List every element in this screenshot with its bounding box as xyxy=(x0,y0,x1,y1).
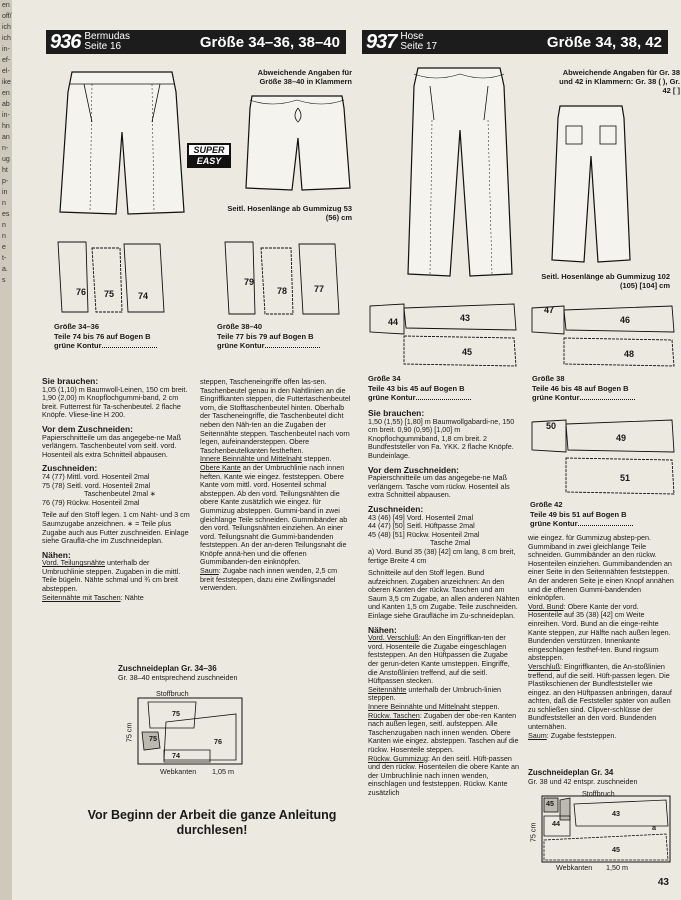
margin-fragment: ht xyxy=(2,167,8,174)
plan-piece: a xyxy=(652,823,656,832)
caption-parts: Teile 46 bis 48 auf Bogen B xyxy=(532,383,629,393)
margin-fragment: hn xyxy=(2,123,10,130)
plan-width: 1,50 m xyxy=(606,863,628,872)
pattern-pieces-34 xyxy=(364,298,524,370)
plan-piece: 43 xyxy=(612,809,620,818)
margin-fragment: p- xyxy=(2,178,9,185)
margin-fragment: s xyxy=(2,277,6,284)
sew-subheading: Saum xyxy=(528,730,547,740)
cut-text: Teile auf den Stoff legen. 1 cm Naht- und 3 cm Saumzugabe anzeichnen. ∗ = Teile plus Zugabe auch aus Futter zuschneiden. Einlage siehe Grauflä-che im Zuschneideplan. xyxy=(42,510,190,546)
caption-contour: grüne Kontur xyxy=(217,341,265,350)
piece-number: 78 xyxy=(277,286,288,296)
margin-fragment: in- xyxy=(2,112,10,119)
section-heading: Zuschneiden: xyxy=(42,463,98,474)
margin-fragment: t- xyxy=(2,255,7,262)
model-number: 936 xyxy=(50,30,81,53)
sew-text: : Zugabe feststeppen. xyxy=(546,730,617,740)
caption-contour: grüne Kontur xyxy=(54,341,102,350)
piece-number: 50 xyxy=(546,421,557,431)
sew-text: an der Umbruchlinie nach innen heften. Kante wie eingez. feststeppen. Obere Kante vom mittl. vord. Hosenteil schmal absteppen. Ab den vord. Teilungsnähten die obere Kante zusätzlich wie eingez. für Gummizug absteppen. Gummi-band in zwei gleichlange Teile schneiden. Gummibänder ab den vord. Teilungsnähten einziehen. An einer vord. Teilungsnaht die Gummi-bandenden feststeppen. An der an-deren Teilungsnaht die Knöpfe annä-hen und die offenen Gummibanden-den einknöpfen. xyxy=(200,462,348,567)
sew-subheading: Innere Beinnähte und Mittelnaht xyxy=(368,702,470,711)
piece-number: 48 xyxy=(624,349,635,359)
before-cut-text: Papierschnitteile um das angegebe-ne Maß verlängern. Tasche vom rückw. Hosenteil als extra Schnitteil abpausen. xyxy=(368,473,510,500)
margin-fragment: en xyxy=(2,90,10,97)
caption-34-36 xyxy=(54,322,157,351)
header-936 xyxy=(46,30,346,54)
piece-number: 43 xyxy=(460,313,471,323)
trousers-front-illustration xyxy=(400,60,520,282)
instructions-936-col1 xyxy=(42,372,192,602)
cutting-plan-subtitle: Gr. 38–40 entsprechend zuschneiden xyxy=(118,673,238,682)
margin-fragment: ef- xyxy=(2,57,11,64)
before-cut-text: Papierschnitteile um das angegebe-ne Maß verlängern. Taschenbeutel vom seitl. vord. Hosenteil als extra Schnitteil abpausen. xyxy=(42,432,182,459)
plan-width: 1,05 m xyxy=(212,767,234,776)
plan-piece: 75 xyxy=(149,734,157,743)
margin-fragment: n xyxy=(2,233,6,240)
section-heading: Nähen: xyxy=(42,549,71,560)
materials-text: 1,05 (1,10) m Baumwoll-Leinen, 150 cm breit. 1,90 (2,00) m Knopflochgummi-band, 2 cm breit. Futterrest für Ta-schenbeutel. 2 flache Knöpfe. Vliese-line H 200. xyxy=(42,384,188,420)
margin-fragment: ike xyxy=(2,79,11,86)
caption-parts: Teile 49 bis 51 auf Bogen B xyxy=(530,509,627,519)
contour-line xyxy=(580,396,635,400)
margin-fragment: a. xyxy=(2,266,8,273)
cutting-plan-subtitle: Gr. 38 und 42 entspr. zuschneiden xyxy=(528,777,638,786)
margin-fragment: en xyxy=(2,2,10,9)
bermudas-front-illustration xyxy=(52,62,192,222)
piece-number: 47 xyxy=(544,305,555,315)
margin-fragment: n xyxy=(2,200,6,207)
badge-line-1: SUPER xyxy=(189,145,229,155)
sew-subheading: Vord. Teilungsnähte xyxy=(42,558,106,568)
sew-text: : Zugabe nach innen wenden, 2,5 cm breit feststeppen, dazu eine Zwillingsnadel verwenden. xyxy=(200,566,338,593)
contour-line xyxy=(102,344,157,348)
margin-fragment: ich xyxy=(2,24,11,31)
deviation-note: Abweichende Angaben für Größe 38–40 in Klammern xyxy=(257,68,352,86)
caption-size: Größe 38 xyxy=(532,374,565,383)
model-page: Seite 17 xyxy=(400,41,438,52)
caption-size: Größe 42 xyxy=(530,500,563,509)
margin-fragment: in- xyxy=(2,46,10,53)
cut-text: Schnitteile auf den Stoff legen. Bund aufzeichnen. Zugaben anzeichnen: An den oberen Kanten der rückw. Taschen und am Saum 3,5 cm Zugabe, an allen anderen Nähten und Kanten 1,5 cm Zugabe. Teile zuschneiden. Einlage siehe Graufläche im Zu-schneideplan. xyxy=(368,568,520,621)
piece-number: 77 xyxy=(314,284,325,294)
piece-number: 51 xyxy=(620,473,631,483)
cut-line: 44 (47) [50] Seitl. Hüftpasse 2mal xyxy=(368,521,475,531)
piece-number: 74 xyxy=(138,291,149,301)
page-number: 43 xyxy=(657,877,669,888)
cut-line: Taschenbeutel 2mal ∗ xyxy=(84,489,156,499)
margin-fragment: e xyxy=(2,244,6,251)
sew-text: wie eingez. für Gummizug abstep-pen. Gummiband in zwei gleichlange Teile schneiden. Gummibänder an den rückw. Hosenteilen einziehen. Gummibandenden an einer Seite in den Seitennähten feststeppen. An der anderen Seite je einen Knopf annähen und die offenen Gummi-bandenden einknöpfen. xyxy=(528,533,674,603)
caption-size: Größe 38–40 xyxy=(217,322,263,331)
sew-text: unterhalb der Umbruchlinie steppen. Zugaben in die mittl. Teile bügeln. Nähte schmal und ¾ cm breit absteppen. xyxy=(42,558,181,594)
caption-parts: Teile 74 bis 76 auf Bogen B xyxy=(54,331,151,341)
cut-line: 45 (48) [51] Rückw. Hosenteil 2mal xyxy=(368,529,480,539)
model-name: Bermudas xyxy=(84,31,130,42)
caption-parts: Teile 77 bis 79 auf Bogen B xyxy=(217,331,314,341)
pattern-pieces-34-36 xyxy=(52,238,172,318)
model-number: 937 xyxy=(366,30,397,53)
side-length-note: Seitl. Hosenlänge ab Gummizug 53 (56) cm xyxy=(227,204,352,222)
fold-label: Stoffbruch xyxy=(156,689,189,698)
sew-text: : Nähte xyxy=(120,592,144,602)
margin-fragment: ab xyxy=(2,101,10,108)
bermudas-back-illustration xyxy=(242,88,352,198)
sew-text: unterhalb der Umbruch-linien steppen. xyxy=(368,684,502,703)
plan-piece: 75 xyxy=(172,709,180,718)
cut-line: 75 (78) Seitl. vord. Hosenteil 2mal xyxy=(42,480,151,490)
caption-contour: grüne Kontur xyxy=(368,393,416,402)
margin-fragment: ug xyxy=(2,156,10,163)
sew-subheading: Vord. Verschluß xyxy=(368,633,419,643)
sew-text: steppen. xyxy=(301,454,332,464)
margin-fragment: ich xyxy=(2,35,11,42)
piece-number: 46 xyxy=(620,315,631,325)
section-heading: Zuschneiden: xyxy=(368,503,424,514)
sew-subheading: Innere Beinnähte und Mittelnaht xyxy=(200,454,302,464)
section-heading: Vor dem Zuschneiden: xyxy=(368,464,459,475)
piece-number: 79 xyxy=(244,277,255,287)
sew-text: : Obere Kante der vord. Hosenteile auf 35 (38) [42] cm Weite einreihen. Vord. Bund an die einge-reihte Kante steppen, zur Hälfte nach außen legen. Bundenden verstürzen. Innenkante eingeschlagen festhef-ten. Bund ringsum absteppen. xyxy=(528,601,671,663)
sew-text: : Eingriffkanten, die An-stoßlinien treffend, auf die seitl. Hüft-passen legen. Die Plastikschienen der Bundfeststeller wie eingez. an den Hüftpassen anbringen, darauf achten, daß die Feststeller später von außen zu schließen sind. Clipver-schlüsse der Bundfeststeller an den vord. Bundenden unternähen. xyxy=(528,661,672,732)
side-length-note: Seitl. Hosenlänge ab Gummizug 102 (105) [104] cm xyxy=(541,272,670,290)
instructions-937-col1 xyxy=(368,404,520,798)
piece-number: 44 xyxy=(388,317,399,327)
cut-line: 74 (77) Mittl. vord. Hosenteil 2mal xyxy=(42,471,150,481)
materials-text: 1,50 (1,55) [1,80] m Baumwollgabardi-ne, 150 cm breit. 0,90 (0,95) [1,00] m Knopflochgummiband, 1,8 cm breit. 2 Bundfeststeller von Fa. YKK. 2 flache Knöpfe. Bundeinlage. xyxy=(368,416,515,460)
margin-fragment: es xyxy=(2,211,10,218)
contour-line xyxy=(416,396,471,400)
instructions-936-col2 xyxy=(200,378,352,593)
margin-fragment: in xyxy=(2,189,8,196)
plan-piece: 44 xyxy=(552,819,560,828)
margin-fragment: n xyxy=(2,222,6,229)
sew-subheading: Verschluß xyxy=(528,661,560,671)
plan-piece: 45 xyxy=(612,845,620,854)
contour-line xyxy=(265,344,320,348)
margin-fragment: an xyxy=(2,134,10,141)
super-easy-badge xyxy=(187,143,231,168)
caption-size: Größe 34 xyxy=(368,374,401,383)
caption-parts: Teile 43 bis 45 auf Bogen B xyxy=(368,383,465,393)
badge-line-2: EASY xyxy=(189,156,229,166)
caption-42 xyxy=(530,500,633,529)
selvage-label: Webkanten xyxy=(160,767,197,776)
footer-note: Vor Beginn der Arbeit die ganze Anleitung durchlesen! xyxy=(87,808,337,837)
deviation-note: Abweichende Angaben für Gr. 38 und 42 in Klammern: Gr. 38 ( ), Gr. 42 [ ] xyxy=(559,68,680,95)
fold-label: Stoffbruch xyxy=(582,789,615,798)
piece-number: 49 xyxy=(616,433,627,443)
sew-text: : An den seitl. Hüft-passen und den rückw. Hosenteilen die obere Kante an der Umbruchlinie nach innen wenden, einschlagen und feststeppen. Rückw. Kante zusätzlich xyxy=(368,753,520,797)
plan-piece: 45 xyxy=(546,799,554,808)
model-name: Hose xyxy=(400,31,424,42)
magazine-page xyxy=(12,0,681,900)
sew-subheading: Rückw. Gummizug xyxy=(368,753,428,763)
sew-subheading: Vord. Bund xyxy=(528,601,564,611)
margin-fragment: el- xyxy=(2,68,10,75)
plan-height: 75 cm xyxy=(124,722,134,743)
cutting-plan-title: Zuschneideplan Gr. 34–36 xyxy=(118,664,217,673)
pattern-pieces-38-40 xyxy=(217,238,347,318)
margin-fragment: off/ xyxy=(2,13,12,20)
plan-piece: 74 xyxy=(172,751,180,760)
sew-text: steppen. xyxy=(469,702,500,711)
selvage-label: Webkanten xyxy=(556,863,593,872)
contour-line xyxy=(578,522,633,526)
section-heading: Nähen: xyxy=(368,624,397,635)
cutting-plan-936 xyxy=(124,688,254,778)
model-name-block xyxy=(400,32,437,52)
sew-subheading: Saum xyxy=(200,566,219,576)
piece-number: 45 xyxy=(462,347,473,357)
instructions-937-col2 xyxy=(528,534,674,740)
model-size: Größe 34, 38, 42 xyxy=(546,33,662,51)
plan-piece: 76 xyxy=(214,737,222,746)
piece-number: 75 xyxy=(104,289,115,299)
section-heading: Vor dem Zuschneiden: xyxy=(42,423,133,434)
header-937 xyxy=(362,30,668,54)
sew-text: steppen, Tascheneingriffe offen las-sen. Taschenbeutel genau in den Nahtlinien an die Eingriffkanten steppen, die Futtertaschenbeutel vorn, die Stofftaschenbeutel hinten. Oberhalb der Tascheneingriffe, die Taschenbeutel dicht neben den Näh-ten an die Zugaben der Seitennähte steppen. Taschenbeutel nach vorn legen, aufeinandersteppen. Obere Taschenbeutelkanten festheften. xyxy=(200,377,351,455)
sew-text: : Zugaben der obe-ren Kanten nach außen legen, seitl. aufsteppen. Alle Taschenzugaben nach innen wenden. Obere Kanten wie eingez. absteppen. Taschen auf die rückw. Hosenteile steppen. xyxy=(368,710,519,754)
piece-number: 76 xyxy=(76,287,87,297)
model-size: Größe 34–36, 38–40 xyxy=(199,33,340,51)
cut-line: a) Vord. Bund 35 (38) [42] cm lang, 8 cm breit, fertige Breite 4 cm xyxy=(368,546,516,565)
caption-contour: grüne Kontur xyxy=(532,393,580,402)
section-heading: Sie brauchen: xyxy=(368,408,425,418)
caption-38 xyxy=(532,374,635,403)
sew-subheading: Seitennähte xyxy=(368,684,407,694)
sew-subheading: Seitennähte mit Taschen xyxy=(42,592,121,602)
sew-text: : An den Eingriffkan-ten der vord. Hosenteile die Zugabe eingeschlagen feststeppen. An den Hüftpassen die Zugabe der gerun-deten Kante umsteppen. Eingriffe, die Anstoßlinien treffend, auf die seitl. Hüftpassen stecken. xyxy=(368,633,510,686)
cut-line: 76 (79) Rückw. Hosenteil 2mal xyxy=(42,497,140,507)
sew-subheading: Obere Kante xyxy=(200,462,241,472)
margin-fragment: n- xyxy=(2,145,9,152)
section-heading: Sie brauchen: xyxy=(42,376,99,386)
caption-34 xyxy=(368,374,471,403)
cut-line: Tasche 2mal xyxy=(430,538,471,548)
cut-line: 43 (46) [49] Vord. Hosenteil 2mal xyxy=(368,512,474,522)
trousers-back-illustration xyxy=(548,100,634,265)
caption-38-40 xyxy=(217,322,320,351)
sew-subheading: Rückw. Taschen xyxy=(368,710,420,720)
plan-height: 75 cm xyxy=(528,822,538,843)
caption-contour: grüne Kontur xyxy=(530,519,578,528)
cutting-plan-title: Zuschneideplan Gr. 34 xyxy=(528,768,614,777)
model-name-block xyxy=(84,32,130,52)
caption-size: Größe 34–36 xyxy=(54,322,100,331)
model-page: Seite 16 xyxy=(84,41,122,52)
